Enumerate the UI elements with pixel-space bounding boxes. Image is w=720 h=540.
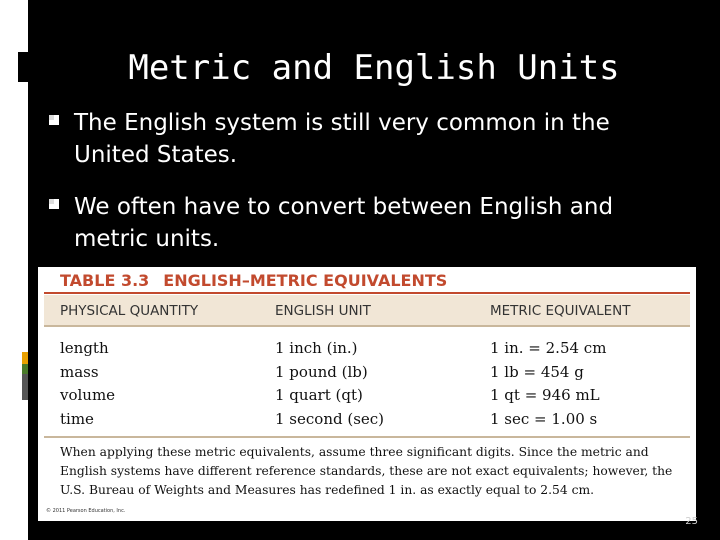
- square-bullet-icon: [48, 198, 60, 210]
- table-cell: 1 inch (in.): [275, 339, 358, 357]
- table-cell: length: [60, 339, 109, 357]
- table-caption: [60, 271, 447, 290]
- table-label: TABLE 3.3: [60, 271, 150, 290]
- strip-marker: [18, 52, 28, 82]
- slide-title: Metric and English Units: [128, 48, 620, 88]
- table-cell: 1 lb = 454 g: [490, 363, 584, 381]
- bullet-item: [48, 107, 688, 171]
- bullet-text: We often have to convert between English and metric units.: [74, 194, 614, 252]
- bullet-text: The English system is still very common in the United States.: [74, 110, 610, 168]
- left-strip: [0, 0, 28, 540]
- table-cell: volume: [60, 386, 116, 404]
- table-cell: time: [60, 410, 94, 428]
- table-cell: 1 second (sec): [275, 410, 385, 428]
- page-number: 25: [685, 516, 698, 527]
- table-cell: 1 quart (qt): [275, 386, 363, 404]
- slide: [28, 0, 720, 540]
- square-bullet-icon: [48, 114, 60, 126]
- note-rule: [44, 436, 690, 438]
- table-top-rule: [44, 292, 690, 294]
- table-cell: 1 qt = 946 mL: [490, 386, 600, 404]
- column-header: METRIC EQUIVALENT: [490, 303, 631, 319]
- table-title: ENGLISH–METRIC EQUIVALENTS: [163, 271, 448, 290]
- column-header: PHYSICAL QUANTITY: [60, 303, 199, 319]
- column-header: ENGLISH UNIT: [275, 303, 371, 319]
- table-cell: 1 pound (lb): [275, 363, 368, 381]
- table-cell: 1 sec = 1.00 s: [490, 410, 598, 428]
- conversion-table-image: [38, 267, 696, 521]
- table-cell: 1 in. = 2.54 cm: [490, 339, 607, 357]
- table-cell: mass: [60, 363, 99, 381]
- table-footnote: When applying these metric equivalents, assume three significant digits. Since the metric and English systems have different reference standards, these are not exact equivalents; however, the U.S. Bureau of Weights and Measures has redefined 1 in. as exactly equal to 2.54 cm.: [60, 445, 673, 497]
- copyright-notice: © 2011 Pearson Education, Inc.: [46, 508, 126, 514]
- bullet-item: [48, 191, 688, 255]
